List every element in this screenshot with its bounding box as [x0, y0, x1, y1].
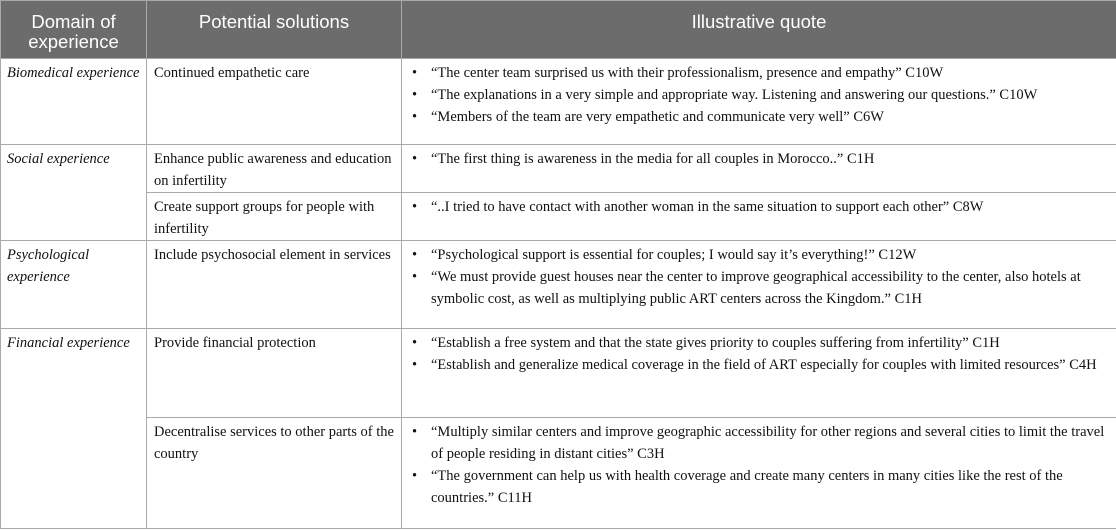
solution-cell: Include psychosocial element in services: [147, 241, 402, 329]
quote-list: [410, 421, 1112, 509]
table-row: [1, 59, 1116, 145]
quote-list: [410, 196, 1112, 218]
quote-item: • “The first thing is awareness in the media for all couples in Morocco..” C1H: [410, 148, 1112, 170]
quote-item: • “The government can help us with health coverage and create many centers in many cities like the rest of the countries.” C11H: [410, 465, 1112, 509]
quote-list: [410, 62, 1112, 128]
table-body: [1, 59, 1116, 529]
quote-list: [410, 244, 1112, 310]
bullet-icon: •: [412, 269, 418, 285]
quote-cell: [402, 418, 1116, 529]
solution-cell: Provide financial protection: [147, 329, 402, 418]
quote-list: [410, 148, 1112, 170]
quote-item: • “Multiply similar centers and improve geographic accessibility for other regions and several cities to limit the travel of people residing in distant cities” C3H: [410, 421, 1112, 465]
table-row: [1, 241, 1116, 329]
domain-cell: Social experience: [1, 145, 147, 241]
quote-item: • “The center team surprised us with their professionalism, presence and empathy” C10W: [410, 62, 1112, 84]
quote-item: • “Establish a free system and that the state gives priority to couples suffering from infertility” C1H: [410, 332, 1112, 354]
quote-cell: [402, 59, 1116, 145]
quote-item: • “The explanations in a very simple and appropriate way. Listening and answering our questions.” C10W: [410, 84, 1112, 106]
bullet-icon: •: [412, 335, 418, 351]
bullet-icon: •: [412, 199, 418, 215]
bullet-icon: •: [412, 468, 418, 484]
quote-list: [410, 332, 1112, 376]
quote-item: • “We must provide guest houses near the center to improve geographical accessibility to the center, also hotels at symbolic cost, as well as multiplying public ART centers across the Kingdom.” C1H: [410, 266, 1112, 310]
header-quote: Illustrative quote: [402, 1, 1116, 59]
header-solutions: Potential solutions: [147, 1, 402, 59]
quote-item: • “Psychological support is essential for couples; I would say it’s everything!” C12W: [410, 244, 1112, 266]
bullet-icon: •: [412, 151, 418, 167]
table-row: [1, 418, 1116, 529]
quote-cell: [402, 241, 1116, 329]
bullet-icon: •: [412, 109, 418, 125]
bullet-icon: •: [412, 357, 418, 373]
domain-cell: Psychological experience: [1, 241, 147, 329]
bullet-icon: •: [412, 247, 418, 263]
bullet-icon: •: [412, 424, 418, 440]
bullet-icon: •: [412, 87, 418, 103]
domain-cell: Biomedical experience: [1, 59, 147, 145]
domain-cell: Financial experience: [1, 329, 147, 529]
quote-item: • “Establish and generalize medical coverage in the field of ART especially for couples with limited resources” C4H: [410, 354, 1112, 376]
solution-cell: Continued empathetic care: [147, 59, 402, 145]
table-header: [1, 1, 1116, 59]
quote-item: • “..I tried to have contact with another woman in the same situation to support each other” C8W: [410, 196, 1112, 218]
table-row: [1, 193, 1116, 241]
quote-item: • “Members of the team are very empathetic and communicate very well” C6W: [410, 106, 1112, 128]
solution-cell: Decentralise services to other parts of the country: [147, 418, 402, 529]
header-row: [1, 1, 1116, 59]
bullet-icon: •: [412, 65, 418, 81]
solution-cell: Create support groups for people with infertility: [147, 193, 402, 241]
header-domain: Domain of experience: [1, 1, 147, 59]
quote-cell: [402, 329, 1116, 418]
quote-cell: [402, 193, 1116, 241]
quote-cell: [402, 145, 1116, 193]
table-row: [1, 329, 1116, 418]
solution-cell: Enhance public awareness and education on infertility: [147, 145, 402, 193]
table-row: [1, 145, 1116, 193]
